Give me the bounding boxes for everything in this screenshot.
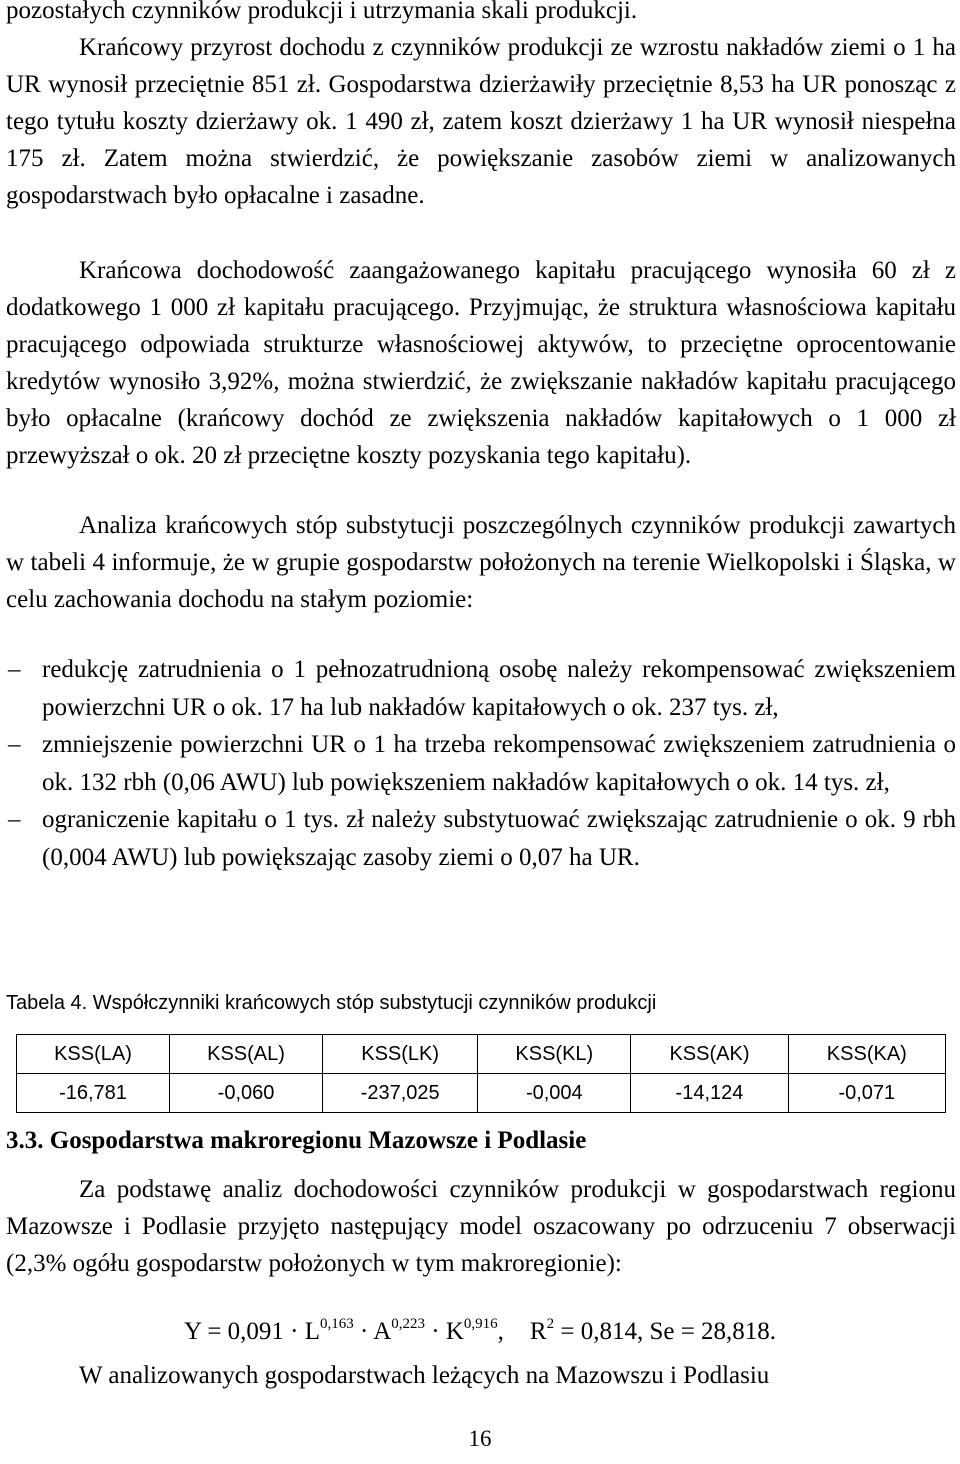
production-function-equation: [0, 1315, 960, 1349]
paragraph-working-capital: Krańcowa dochodowość zaangażowanego kapitału pracującego wynosiła 60 zł z dodatkowego 1 000 zł kapitału pracującego. Przyjmując, że struktura własnościowa kapitału pracującego odpowiada strukturze własnościowej aktywów, to przeciętne oprocentowanie kredytów wynosiło 3,92%, można stwierdzić, że zwiększanie nakładów kapitału pracującego było opłacalne (krańcowy dochód ze zwiększenia nakładów kapitałowych o 1 000 zł przewyższał o ok. 20 zł przeciętne koszty pozyskania tego kapitału).: [6, 257, 956, 469]
table-cell: -16,781: [17, 1074, 170, 1113]
substitution-table: [16, 1034, 946, 1113]
table-cell: -0,071: [788, 1074, 945, 1113]
list-item-text: redukcję zatrudnienia o 1 pełnozatrudnioną osobę należy rekompensować zwiększeniem powierzchni UR o ok. 17 ha lub nakładów kapitałowych o ok. 237 tys. zł,: [42, 656, 956, 721]
equation-term-k: · K: [425, 1318, 464, 1345]
exponent-k: 0,916: [463, 1316, 498, 1332]
list-item: [6, 726, 956, 801]
page-number: 16: [468, 1426, 492, 1451]
exponent-a: 0,223: [391, 1316, 426, 1332]
table-cell: -237,025: [323, 1074, 478, 1113]
paragraph-continuation-end: W analizowanych gospodarstwach leżących na Mazowszu i Podlasiu: [79, 1362, 770, 1389]
table-header-cell: KSS(KA): [788, 1035, 945, 1074]
table-header-cell: KSS(LK): [323, 1035, 478, 1074]
table-cell: -0,060: [170, 1074, 323, 1113]
equation-lhs: Y = 0,091 · L: [183, 1318, 321, 1345]
list-item: [6, 651, 956, 726]
table-header-cell: KSS(LA): [17, 1035, 170, 1074]
paragraph-land-marginal-income: Krańcowy przyrost dochodu z czynników produkcji ze wzrostu nakładów ziemi o 1 ha UR wynosił przeciętnie 851 zł. Gospodarstwa dzierżawiły przeciętnie 8,53 ha UR ponosząc z tego tytułu koszty dzierżawy ok. 1 490 zł, zatem koszt dzierżawy 1 ha UR wynosił niespełna 175 zł. Zatem można stwierdzić, że powiększanie zasobów ziemi w analizowanych gospodarstwach było opłacalne i zasadne.: [6, 34, 956, 209]
equation-term-a: · A: [353, 1318, 392, 1345]
table-cell: -14,124: [631, 1074, 788, 1113]
list-item-text: ograniczenie kapitału o 1 tys. zł należy substytuować zwiększając zatrudnienie o ok. 9 rbh (0,004 AWU) lub powiększając zasoby ziemi o 0,07 ha UR.: [42, 806, 956, 871]
equation-r: R: [529, 1318, 547, 1345]
paragraph-model-intro: Za podstawę analiz dochodowości czynników produkcji w gospodarstwach regionu Mazowsze i Podlasie przyjęto następujący model oszacowany po odrzuceniu 7 obserwacji (2,3% ogółu gospodarstw położonych w tym makroregionie):: [6, 1176, 956, 1277]
dash-bullet: –: [8, 731, 21, 758]
list-item-text: zmniejszenie powierzchni UR o 1 ha trzeba rekompensować zwiększeniem zatrudnienia o ok. 132 rbh (0,06 AWU) lub powiększeniem nakładów kapitałowych o ok. 14 tys. zł,: [42, 731, 956, 796]
table-cell: -0,004: [478, 1074, 631, 1113]
substitution-list: [6, 651, 956, 876]
table-row: [17, 1074, 946, 1113]
exponent-l: 0,163: [320, 1316, 354, 1332]
table-header-cell: KSS(AL): [170, 1035, 323, 1074]
table-header-cell: KSS(AK): [631, 1035, 788, 1074]
equation-comma: ,: [497, 1318, 504, 1345]
paragraph-continuation: pozostałych czynników produkcji i utrzymania skali produkcji.: [6, 0, 638, 24]
exponent-r: 2: [546, 1316, 555, 1332]
dash-bullet: –: [8, 656, 21, 683]
paragraph-substitution-analysis: Analiza krańcowych stóp substytucji poszczególnych czynników produkcji zawartych w tabeli 4 informuje, że w grupie gospodarstw położonych na terenie Wielkopolski i Śląska, w celu zachowania dochodu na stałym poziomie:: [6, 512, 956, 613]
table-caption: Tabela 4. Współczynniki krańcowych stóp substytucji czynników produkcji: [6, 992, 657, 1014]
section-heading: 3.3. Gospodarstwa makroregionu Mazowsze i Podlasie: [6, 1127, 587, 1154]
table-header-cell: KSS(KL): [478, 1035, 631, 1074]
equation-stats: = 0,814, Se = 28,818.: [554, 1318, 777, 1345]
list-item: [6, 801, 956, 876]
dash-bullet: –: [8, 806, 21, 833]
table-header-row: [17, 1035, 946, 1074]
